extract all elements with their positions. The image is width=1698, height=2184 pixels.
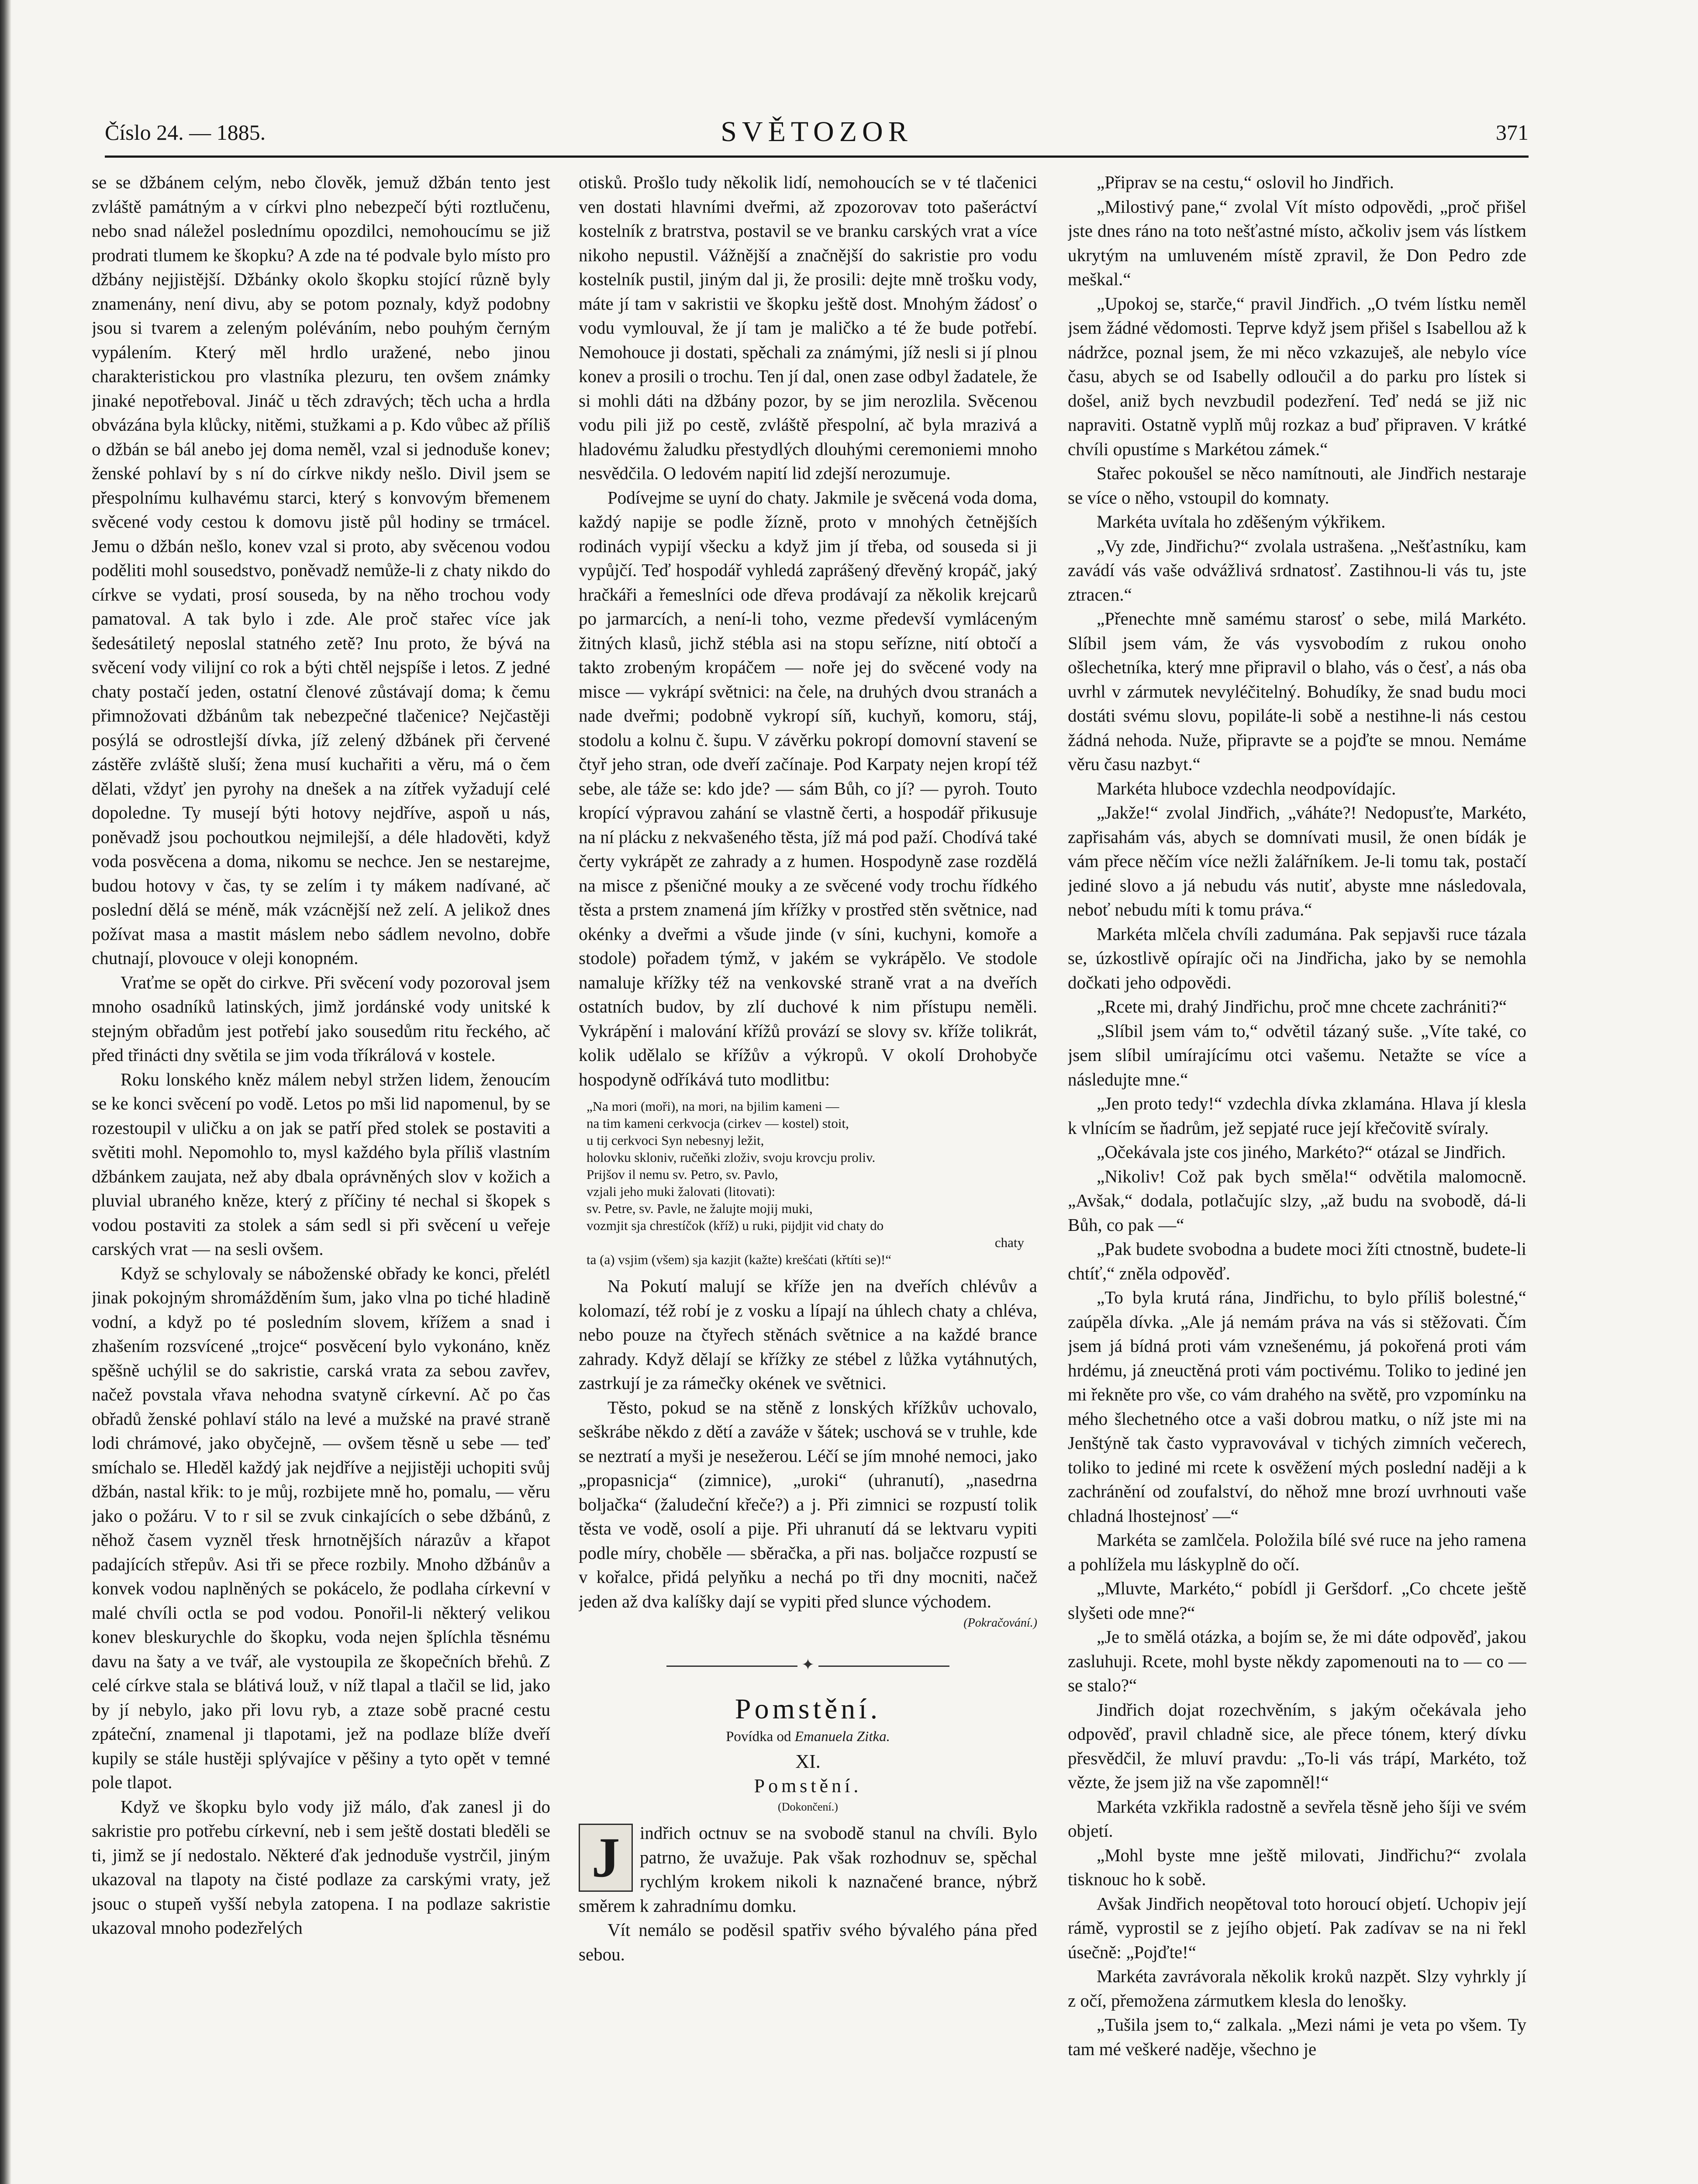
article-paragraph: Vraťme se opět do cirkve. Při svěcení vody pozoroval jsem mnoho osadníků latinských, jimž jordánské vody unitské k stejným obřadům jest potřebí jako sousedům ritu řeckého, ač před třinácti dny světila se jim voda tříkrálová v kostele. bbox=[92, 972, 550, 1065]
continued-note: (Pokračování.) bbox=[963, 1616, 1037, 1630]
story-paragraph: „Upokoj se, starče,“ pravil Jindřich. „O tvém lístku neměl jsem žádné vědomosti. Teprve když jsem přišel s Isabellou až k nádržce, poznal jsem, že mi něco vzkazuješ, ale nebylo více času, abych se od Isabelly odloučil a do parku pro lístek si došel, aniž bych nevzbudil podezření. Teď nedá se již nic napraviti. Ostatně vyplň můj rozkaz a buď připraven. V krátké chvíli opustíme s Markétou zámek.“ bbox=[1068, 293, 1526, 459]
issue-number: Číslo 24. — 1885. bbox=[105, 120, 266, 145]
article-paragraph: Když ve škopku bylo vody již málo, ďak zanesl ji do sakristie pro potřebu církevní, neb i sem ještě dostati bleděli se ti, jimž se jí nedostalo. Některé ďak jednoduše vystrčil, jiným ukazoval na tlapoty na čisté podlaze za carskými vraty, jež jsouc o stupeň vyšší nebyla zatopena. I na podlaze sakristie ukazoval mnoho podezřelých bbox=[92, 1796, 550, 1938]
poem-line: chaty bbox=[994, 1235, 1024, 1250]
story-paragraph: „Rcete mi, drahý Jindřichu, proč mne chcete zachrániti?“ bbox=[1097, 996, 1507, 1016]
article-paragraph: otisků. Prošlo tudy několik lidí, nemohoucích se v té tlačenici ven dostati hlavními dveřmi, až zpozorovav toto pašeráctví kostelník z bratrstva, postavil se ve branku carských vrat a více nikoho nepustil. Vážnější a značnější do sakristie pro vodu kostelník pustil, jiným dal ji, že prosili: dejte mně trošku vody, máte jí tam v sakristii ve škopku ještě dost. Mnohým žádosť o vodu vymlouval, že jí tam je maličko a té že bude potřebí. Nemohouce ji dostati, spěchali za známými, jíž nesli si jí plnou konev a prosili o trochu. Ten jí dal, onen zase odbyl žadatele, že si mohli dáti na džbány pozor, by se jim nerozlila. Svěcenou vodu pili již po cestě, zvláště přespolní, ač byla mrazivá a hladovému žaludku přestydlých dlouhými ceremoniemi mnoho nesvědčila. O ledovém napití lid zdejší nerozumuje. bbox=[579, 172, 1037, 483]
story-paragraph: Avšak Jindřich neopětoval toto horoucí objetí. Uchopiv její rámě, vyprostil se z jejího objetí. Pak zadívav se na ni řekl úsečně: „Pojďte!“ bbox=[1068, 1893, 1526, 1962]
story-paragraph: „Přenechte mně samému starosť o sebe, milá Markéto. Slíbil jsem vám, že vás vysvobodím z rukou onoho ošlechetníka, který mne připravil o blaho, vás o česť, a nás oba uvrhl v zármutek nevyléčitelný. Bohudíky, že snad budu moci dostáti svému slovu, popiláte-li sobě a nestihne-li nás cestou žádná nehoda. Nuže, připravte se a pojďte se mnou. Nemáme věru času nazbyt.“ bbox=[1068, 608, 1526, 774]
article-paragraph: se se džbánem celým, nebo člověk, jemuž džbán tento jest zvláště památným a v církvi plno nebezpečí býti roztlučenu, nebo snad náležel poslednímu opozdilci, nemohoucímu se již prodrati tlumem ke škopku? A zde na té podvale bylo místo pro džbány nejjistější. Džbánky okolo škopku stojící různě byly znamenány, není divu, aby se potom poznaly, když podobny jsou si tvarem a zeleným poléváním, nebo pouhým černým vypálením. Který měl hrdlo uražené, nebo jinou charakteristickou pro vlastníka plezuru, ten ovšem známky jinaké nepotřeboval. Jináč u těch zdravých; těch ucha a hrdla obvázána byla klůcky, nitěmi, stužkami a p. Kdo vůbec až příliš o džbán se bál anebo jej doma neměl, vzal si jednoduše konev; ženské pohlaví by s ní do církve nikdy nešlo. Divil jsem se přespolnímu kulhavému starci, který s konvovým břemenem svěcené vody cestou k domovu jistě půl hodiny se trmácel. Jemu o džbán nešlo, konev vzal si proto, aby svěcenou vodou poděliti mohl sousedstvo, poněvadž nemůže-li z chaty nikdo do církve se vydati, prosí souseda, by na něho trochou vody pamatoval. A tak bylo i zde. Ale proč stařec více jak šedesátiletý neposlal statného zetě? Inu proto, že bývá na svěcení vody vilijní co rok a býti chtěl nejspíše i letos. Z jedné chaty postačí jeden, ostatní členové zůstávají doma; k čemu přimnožovati džbánům tak nebezpečné tlačenice? Nejčastěji posýlá se odrostlejší dívka, jíž zelený džbánek při červené zástěře zvláště sluší; žena musí kuchařiti a věru, má o čem dělati, vždyť jen pyrohy na dnešek a na zítřek vyžadují celé dopoledne. Ty musejí býti hotovy nejdříve, aspoň u nás, poněvadž jsou pochoutkou nejmilejší, a déle hladověti, když voda posvěcena a doma, nikomu se nechce. Jen se nestarejme, budou hotovy v čas, ty se zelím i ty mákem nadívané, ač poslední dělá se méně, mák vzácnější než zelí. A jelikož dnes požívat masa a mastit máslem nebo sádlem nevolno, dobře chutnají, plovouce v oleji konopném. bbox=[92, 172, 550, 968]
article-paragraph: Podívejme se uyní do chaty. Jakmile je svěcená voda doma, každý napije se podle žízně, proto v mnohých četnějších rodinách vypijí všecku a když jim jí třeba, od souseda si ji vypůjčí. Teď hospodář vyhledá zaprášený dřevěný kropáč, jaký hračkáři a řemeslníci ode dřeva prodávají za několik krejcarů po jarmarcích, a není-li toho, vezme předevší vymláceným žitných klasů, jichž stébla asi na stopu seřízne, nití obtočí a takto zrobeným kropáčem — noře jej do svěcené vody na misce — vykrápí světnici: na čele, na druhých dvou stranách a nade dveřmi; podobně vykropí síň, kuchyň, komoru, stáj, stodolu a kolnu č. šupu. V závěrku pokropí domovní stavení se čtyř jeho stran, ode dveří začínaje. Pod Karpaty nejen kropí též sebe, ale táže se: kdo jde? — sám Bůh, co jí? — pyroh. Touto kropící výpravou zahání se vlastně čerti, a hospodář přikusuje na ní plácku z nekvašeného těsta, jíž má pod paží. Chodívá také čerty vykrápět ze zahrady a z humen. Hospodyně zase rozdělá na misce z pšeničné mouky a ze svěcené vody trochu řídkého těsta a prstem znamená jím křížky v prostřed stěn světnice, nad okénky a dveřmi a všude jinde (v síni, kuchyni, komoře a stodole) pořadem týmž, v jakém se vykrápělo. Ve stodole namaluje křížky též na venkovské straně vrat a na dveřích ostatních budov, by zlí duchové k nim přístupu neměli. Vykrápění i malování křížů provází se slovy sv. kříže tolikrát, kolik udělalo se křížův a výkropů. V okolí Drohobyče hospodyně odříkává tuto modlitbu: bbox=[579, 487, 1037, 1089]
story-paragraph bbox=[579, 1821, 1037, 1918]
story-paragraph: Vít nemálo se poděsil spatřiv svého bývalého pána před sebou. bbox=[579, 1920, 1037, 1964]
story-title: Pomstění. bbox=[735, 1693, 881, 1725]
column-3 bbox=[1068, 170, 1526, 2184]
poem-line: u tij cerkvoci Syn nebesnyj ležit, bbox=[587, 1133, 764, 1148]
masthead-title: SVĚTOZOR bbox=[721, 116, 913, 148]
story-paragraph: Markéta mlčela chvíli zadumána. Pak sepjavši ruce tázala se, úzkostlivě opírajíc oči na Jindřicha, jako by se nemohla dočkati jeho odpovědi. bbox=[1068, 923, 1526, 992]
story-paragraph: Markéta hluboce vzdechla neodpovídajíc. bbox=[1097, 778, 1396, 798]
story-paragraph: Markéta vzkřikla radostně a sevřela těsně jeho šíji ve svém objetí. bbox=[1068, 1796, 1526, 1841]
story-paragraph: Markéta uvítala ho zděšeným výkřikem. bbox=[1097, 511, 1386, 532]
poem-line: vzjali jeho muki žalovati (litovati): bbox=[587, 1184, 776, 1199]
header-rule bbox=[105, 156, 1529, 158]
page-binding-edge bbox=[0, 0, 11, 2184]
story-paragraph: „Jen proto tedy!“ vzdechla dívka zklamána. Hlava jí klesla k vlnícím se ňadrům, jež sepjaté ruce její křečovitě svíraly. bbox=[1068, 1093, 1526, 1138]
story-paragraph: „Milostivý pane,“ zvolal Vít místo odpovědi, „proč přišel jste dnes ráno na toto nešťastné místo, ačkoliv jsem vás lístkem ukrytým na umluveném místě zpravil, že Don Pedro zde meškal.“ bbox=[1068, 196, 1526, 289]
page-number: 371 bbox=[1496, 120, 1529, 145]
prayer-poem bbox=[587, 1098, 1037, 1268]
poem-line: „Na mori (moři), na mori, na bjilim kameni — bbox=[587, 1099, 839, 1114]
story-paragraph: Markéta zavrávorala několik kroků nazpět. Slzy vyhrkly jí z očí, přemožena zármutkem klesla do lenošky. bbox=[1068, 1966, 1526, 2011]
story-paragraph: „Očekávala jste cos jiného, Markéto?“ otázal se Jindřich. bbox=[1097, 1142, 1506, 1162]
story-first-paragraph-text: indřich octnuv se na svobodě stanul na chvíli. Bylo patrno, že uvažuje. Pak však rozhodnuv se, spěchal rychlým krokem nikoli k naznačené brance, nýbrž směrem k zahradnímu domku. bbox=[579, 1823, 1037, 1916]
divider-bar bbox=[666, 1666, 797, 1667]
poem-line: Prijšov il nemu sv. Petro, sv. Pavlo, bbox=[587, 1167, 778, 1182]
story-paragraph: Jindřich dojat rozechvěním, s jakým očekávala jeho odpověď, pravil chladně sice, ale přece tónem, který dívku přesvědčil, že mluví pravdu: „To-li vás trápí, Markéto, tož vězte, že jsem již na vše zapomněl!“ bbox=[1068, 1699, 1526, 1792]
byline-author: Emanuela Zitka. bbox=[794, 1729, 890, 1745]
story-paragraph: Stařec pokoušel se něco namítnouti, ale Jindřich nestaraje se více o něho, vstoupil do komnaty. bbox=[1068, 463, 1526, 508]
story-paragraph: „Nikoliv! Což pak bych směla!“ odvětila malomocně. „Avšak,“ dodala, potlačujíc slzy, „až budu na svobodě, dá-li Bůh, co pak —“ bbox=[1068, 1166, 1526, 1235]
column-1 bbox=[92, 170, 550, 2184]
story-byline bbox=[579, 1727, 1037, 1747]
poem-line: na tim kameni cerkvocja (cirkev — kostel) stoit, bbox=[587, 1116, 849, 1131]
byline-prefix: Povídka od bbox=[726, 1729, 791, 1745]
section-divider-ornament bbox=[579, 1653, 1037, 1677]
chapter-title: Pomstění. bbox=[754, 1775, 862, 1797]
poem-line: vozmjit sja chrestíčok (kříž) u ruki, pijdjit vid chaty do bbox=[587, 1218, 884, 1233]
divider-bar bbox=[818, 1666, 949, 1667]
article-paragraph: Na Pokutí malují se kříže jen na dveřích chlévův a kolomazí, též robí je z vosku a lípají na úhlech chaty a chléva, nebo pouze na čtyřech stěnách světnice a na každé brance zahrady. Když dělají se křížky ze stébel z lůžka vytáhnutých, zastrkují je za rámečky okének ve světnici. bbox=[579, 1276, 1037, 1393]
poem-line: sv. Petre, sv. Pavle, ne žalujte mojij muki, bbox=[587, 1201, 813, 1216]
article-paragraph: Když se schylovaly se náboženské obřady ke konci, přelétl jinak pokojným shromážděním šum, jako vlna po tiché hladině vodní, a když po té posledním slovem, křížem a snad i zhašením rozsvícené „trojce“ posvěcení bylo vykonáno, kněz spěšně uchýlil se do sakristie, carská vrata za sebou zavřev, načež povstala vřava nehodna svatyně církevní. Ač po čas obřadů ženské pohlaví stálo na levé a mužské na pravé straně lodi chrámové, jako obyčejně, — ovšem těsně u sebe — teď smíchalo se. Hleděl každý jak nejdříve a nejjistěji uchopiti svůj džbán, nastal křik: to je můj, rozbijete mně ho, pomalu, — věru jako o požáru. V to r sil se zvuk cinkajících o sebe džbánů, z něhož časem vyzněl třesk hrnotnějších nárazův a křapot padajících střepův. Asi tři se přece rozbily. Mnoho džbánův a konvek vodou naplněných se pokácelo, že podlaha církevní v malé chvíli octla se pod vodou. Ponořil-li některý velikou konev bleskurychle do škopku, voda nejen šplíchla těsnému davu na šaty a ve tvář, ale vystoupila ze škopečních břehů. Z celé církve stala se blátivá louž, v níž tlapal a tlačil se lid, jako by jí nebylo, jako při lovu ryb, a ztaze sobě pracné cestu zpáteční, znamenal ji tlapotami, jež na podlaze blíže dveří kupily se stále hustěji splývajíce v pěšiny a tyto opět v temné pole tlapot. bbox=[92, 1263, 550, 1792]
story-paragraph: „To byla krutá rána, Jindřichu, to bylo příliš bolestné,“ zaúpěla dívka. „Ale já nemám práva na vás si stěžovati. Čím jsem já bídná proti vám vznešenému, já pokořená proti vám hrdému, já zneuctěná proti vám poctivému. Toliko to jediné jen mi řekněte pro vše, co vám drahého na světě, pro vzpomínku na mého šlechetného otce a vaši dobrou matku, o níž jste mi na Jenštýně tak často vypravovával v tichých zimních večerech, toliko to jediné mi rcete k osvěžení mých poslední naději a k zachránění od zoufalství, do něhož mne brozí uvrhnouti vaše chladná lhostejnosť —“ bbox=[1068, 1287, 1526, 1526]
story-paragraph: „Vy zde, Jindřichu?“ zvolala ustrašena. „Nešťastníku, kam zavádí vás vaše odvážlivá srdnatosť. Zastihnou-li vás tu, jste ztracen.“ bbox=[1068, 536, 1526, 605]
story-paragraph: „Je to smělá otázka, a bojím se, že mi dáte odpověď, jakou zasluhuji. Rcete, mohl byste někdy zapomenouti na to — co — se stalo?“ bbox=[1068, 1627, 1526, 1695]
page-header bbox=[105, 113, 1529, 148]
story-paragraph: „Mohl byste mne ještě milovati, Jindřichu?“ zvolala tisknouc ho k sobě. bbox=[1068, 1845, 1526, 1889]
story-paragraph: „Slíbil jsem vám to,“ odvětil tázaný suše. „Víte také, co jsem slíbil umírajícímu otci vašemu. Netažte se více a následujte mne.“ bbox=[1068, 1020, 1526, 1089]
chapter-number: XI. bbox=[795, 1751, 821, 1772]
divider-glyph: ✦ bbox=[801, 1655, 815, 1673]
article-paragraph: Roku lonského kněz málem nebyl stržen lidem, ženoucím se ke konci svěcení po vodě. Letos po mši lid napomenul, by se rozestoupil v uličku a on jak se patří před stolek se postaviti a světiti mohl. Nepomohlo to, mysl každého byla příliš vlastním džbánkem zaujata, než aby dbala oprávněných slov v kožich a pluvial ubraného kněze, který z příčiny té nechal si škopek s vodou postaviti za stolek a sám sedl si při svěcení u veřeje carských vrat — na sesli ovšem. bbox=[92, 1069, 550, 1259]
column-2 bbox=[579, 170, 1037, 2184]
story-paragraph: „Jakže!“ zvolal Jindřich, „váháte?! Nedopusťte, Markéto, zapřisahám vás, abych se domnívati musil, že onen bídák je vám přece něčím více nežli žalářníkem. Je-li tomu tak, postačí jediné slovo a já nebudu vás nutiť, abyste mne následovala, neboť nebudu míti k tomu práva.“ bbox=[1068, 802, 1526, 919]
poem-line: holovku skloniv, ručeňki zloživ, svoju krovcju proliv. bbox=[587, 1150, 876, 1165]
story-paragraph: „Mluvte, Markéto,“ pobídl ji Geršdorf. „Co chcete ještě slyšeti ode mne?“ bbox=[1068, 1578, 1526, 1623]
poem-line: ta (a) vsjim (všem) sja kazjit (kažte) krešćati (křtíti se)!“ bbox=[587, 1252, 892, 1267]
story-paragraph: „Tušila jsem to,“ zalkala. „Mezi námi je veta po všem. Ty tam mé veškeré naděje, všechno je bbox=[1068, 2015, 1526, 2059]
story-paragraph: „Připrav se na cestu,“ oslovil ho Jindřich. bbox=[1097, 172, 1394, 192]
conclusion-note: (Dokončení.) bbox=[778, 1800, 838, 1813]
article-paragraph: Těsto, pokud se na stěně z lonských křížkův uchovalo, seškrábe někdo z dětí a zaváže v šátek; uschová se v truhle, kde se neztratí a myši je nesežerou. Léčí se jím mnohé nemoci, jako „propasnicja“ (zimnice), „uroki“ (uhranutí), „nasedrna boljačka“ (žaludeční křeče?) a j. Při zimnici se rozpustí tolik těsta ve vodě, osolí a pije. Při uhranutí dá se lektvaru vypiti podle míry, choběle — sběračka, a při nas. boljačce rozpustí se v kořalce, přidá pelyňku a nechá po tři dny mocniti, načež jeden až dva kalíšky dají se vypiti před slunce východem. bbox=[579, 1397, 1037, 1611]
story-paragraph: „Pak budete svobodna a budete moci žíti ctnostně, budete-li chtíť,“ zněla odpověď. bbox=[1068, 1239, 1526, 1283]
drop-cap-letter: J bbox=[579, 1824, 633, 1892]
story-paragraph: Markéta se zamlčela. Položila bílé své ruce na jeho ramena a pohlížela mu láskyplně do očí. bbox=[1068, 1530, 1526, 1574]
